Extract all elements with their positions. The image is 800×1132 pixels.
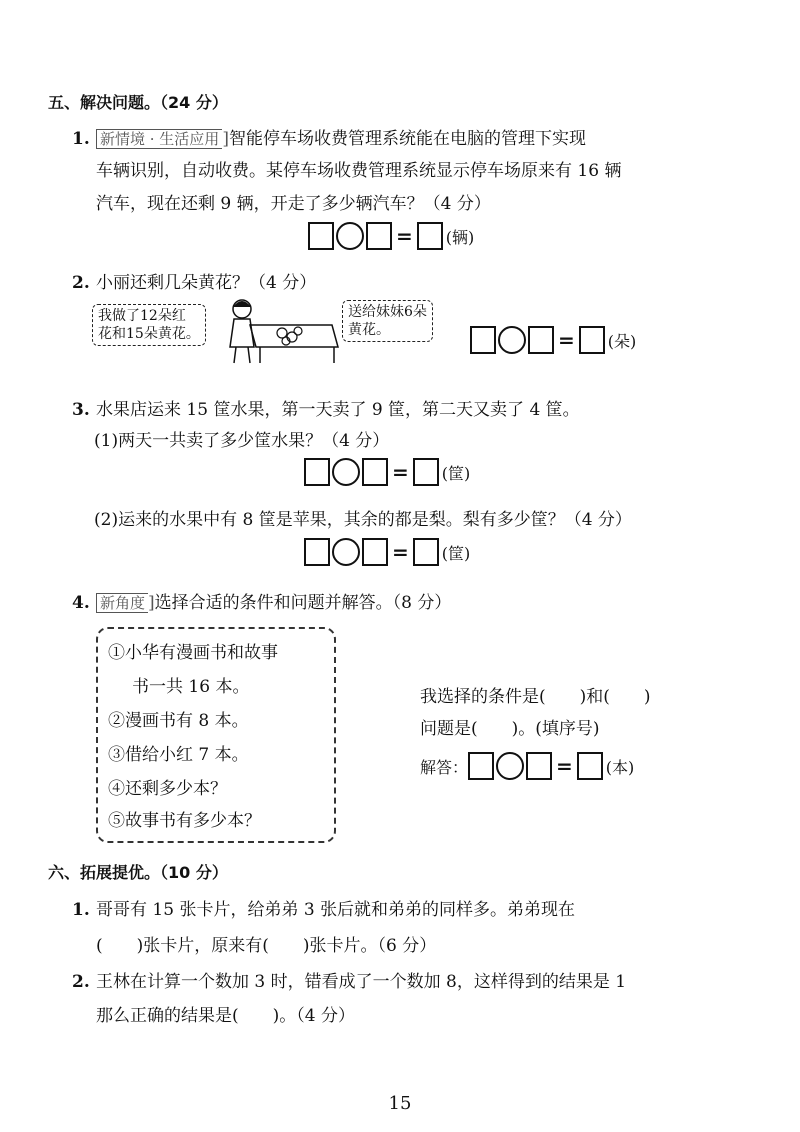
q2-equation	[470, 326, 636, 354]
q1-line3: 汽车，现在还剩 9 辆，开走了多少辆汽车？（4 分）	[96, 194, 491, 214]
q4-line: 4. 新角度 ]选择合适的条件和问题并解答。（8 分）	[72, 593, 452, 613]
p1-line1	[72, 895, 575, 920]
bubble-right-line2: 黄花。	[348, 322, 390, 338]
q3-sub2: (2)运来的水果中有 8 筐是苹果，其余的都是梨。梨有多少筐？（4 分）	[94, 510, 632, 530]
section-6-heading	[48, 860, 228, 883]
girl-with-flowers-illustration	[220, 295, 342, 367]
answer-box[interactable]	[304, 538, 330, 566]
q2-line	[72, 268, 316, 293]
answer-box[interactable]	[413, 538, 439, 566]
q4-option-1a: ①小华有漫画书和故事	[108, 643, 278, 663]
answer-box[interactable]	[362, 458, 388, 486]
q3-sub1-equation	[304, 458, 470, 486]
equals-sign: =	[558, 328, 575, 352]
q4-answer-label: 解答：	[420, 757, 469, 777]
q1-text-1: 智能停车场收费管理系统能在电脑的管理下实现	[228, 129, 586, 149]
p1-line2: ( )张卡片，原来有( )张卡片。（6 分）	[96, 936, 437, 956]
bubble-left-line2: 花和15朵黄花。	[98, 326, 200, 342]
answer-box[interactable]	[577, 752, 603, 780]
q3-text: 水果店运来 15 筐水果，第一天卖了 9 筐，第二天又卖了 4 筐。	[96, 400, 580, 420]
q1-equation	[308, 222, 474, 250]
bubble-right-line1: 送给妹妹6朵	[348, 304, 427, 320]
answer-box[interactable]	[366, 222, 392, 250]
q4-number: 4.	[72, 593, 90, 613]
q4-equation	[420, 752, 634, 780]
p2-line2: 那么正确的结果是( )。（4 分）	[96, 1006, 355, 1026]
q4-question-line: 问题是( )。(填序号)	[420, 719, 600, 739]
equals-sign: =	[392, 540, 409, 564]
q1-unit: (辆)	[445, 227, 475, 247]
section-6-score: （10 分）	[160, 863, 228, 882]
answer-box[interactable]	[417, 222, 443, 250]
q2-unit: (朵)	[607, 331, 637, 351]
speech-bubble-right	[342, 300, 433, 342]
q1-line2: 车辆识别，自动收费。某停车场收费管理系统显示停车场原来有 16 辆	[96, 161, 622, 181]
equals-sign: =	[396, 224, 413, 248]
answer-box[interactable]	[304, 458, 330, 486]
q3-sub2-equation	[304, 538, 470, 566]
q3-number: 3.	[72, 400, 90, 420]
speech-bubble-left	[92, 304, 206, 346]
p2-text-1: 王林在计算一个数加 3 时，错看成了一个数加 8，这样得到的结果是 1	[96, 972, 627, 992]
q1-number: 1.	[72, 129, 90, 149]
section-5-score: （24 分）	[160, 93, 228, 112]
section-5-title: 五、解决问题。	[48, 93, 161, 112]
p2-line1	[72, 967, 626, 992]
q4-option-5: ⑤故事书有多少本？	[108, 811, 261, 831]
q1-tag: 新情境 · 生活应用	[96, 129, 222, 149]
q3-line	[72, 395, 580, 420]
p2-number: 2.	[72, 972, 90, 992]
equals-sign: =	[556, 754, 573, 778]
section-5-heading	[48, 90, 228, 113]
q2-text: 小丽还剩几朵黄花？（4 分）	[96, 273, 317, 293]
answer-box[interactable]	[413, 458, 439, 486]
q1-line1: 1. 新情境 · 生活应用 ]智能停车场收费管理系统能在电脑的管理下实现	[72, 129, 586, 149]
p1-number: 1.	[72, 900, 90, 920]
operator-circle[interactable]	[332, 458, 360, 486]
q4-text: 选择合适的条件和问题并解答。（8 分）	[154, 593, 452, 613]
q3-sub1-unit: (筐)	[441, 463, 471, 483]
answer-box[interactable]	[526, 752, 552, 780]
section-6-title: 六、拓展提优。	[48, 863, 161, 882]
answer-box[interactable]	[362, 538, 388, 566]
q4-unit: (本)	[605, 757, 635, 777]
p1-text-1: 哥哥有 15 张卡片，给弟弟 3 张后就和弟弟的同样多。弟弟现在	[96, 900, 576, 920]
q2-number: 2.	[72, 273, 90, 293]
q4-option-3: ③借给小红 7 本。	[108, 745, 249, 765]
q3-sub1: (1)两天一共卖了多少筐水果？（4 分）	[94, 431, 390, 451]
q3-sub2-unit: (筐)	[441, 543, 471, 563]
operator-circle[interactable]	[336, 222, 364, 250]
q4-option-2: ②漫画书有 8 本。	[108, 711, 249, 731]
bubble-left-line1: 我做了12朵红	[98, 308, 186, 324]
answer-box[interactable]	[308, 222, 334, 250]
operator-circle[interactable]	[332, 538, 360, 566]
answer-box[interactable]	[470, 326, 496, 354]
q4-option-4: ④还剩多少本？	[108, 779, 227, 799]
operator-circle[interactable]	[498, 326, 526, 354]
answer-box[interactable]	[579, 326, 605, 354]
q4-tag: 新角度	[96, 593, 148, 613]
q4-option-1b: 书一共 16 本。	[132, 677, 250, 697]
operator-circle[interactable]	[496, 752, 524, 780]
equals-sign: =	[392, 460, 409, 484]
answer-box[interactable]	[468, 752, 494, 780]
q4-condition-line: 我选择的条件是( )和( )	[420, 687, 651, 707]
page-number: 15	[388, 1093, 412, 1114]
answer-box[interactable]	[528, 326, 554, 354]
